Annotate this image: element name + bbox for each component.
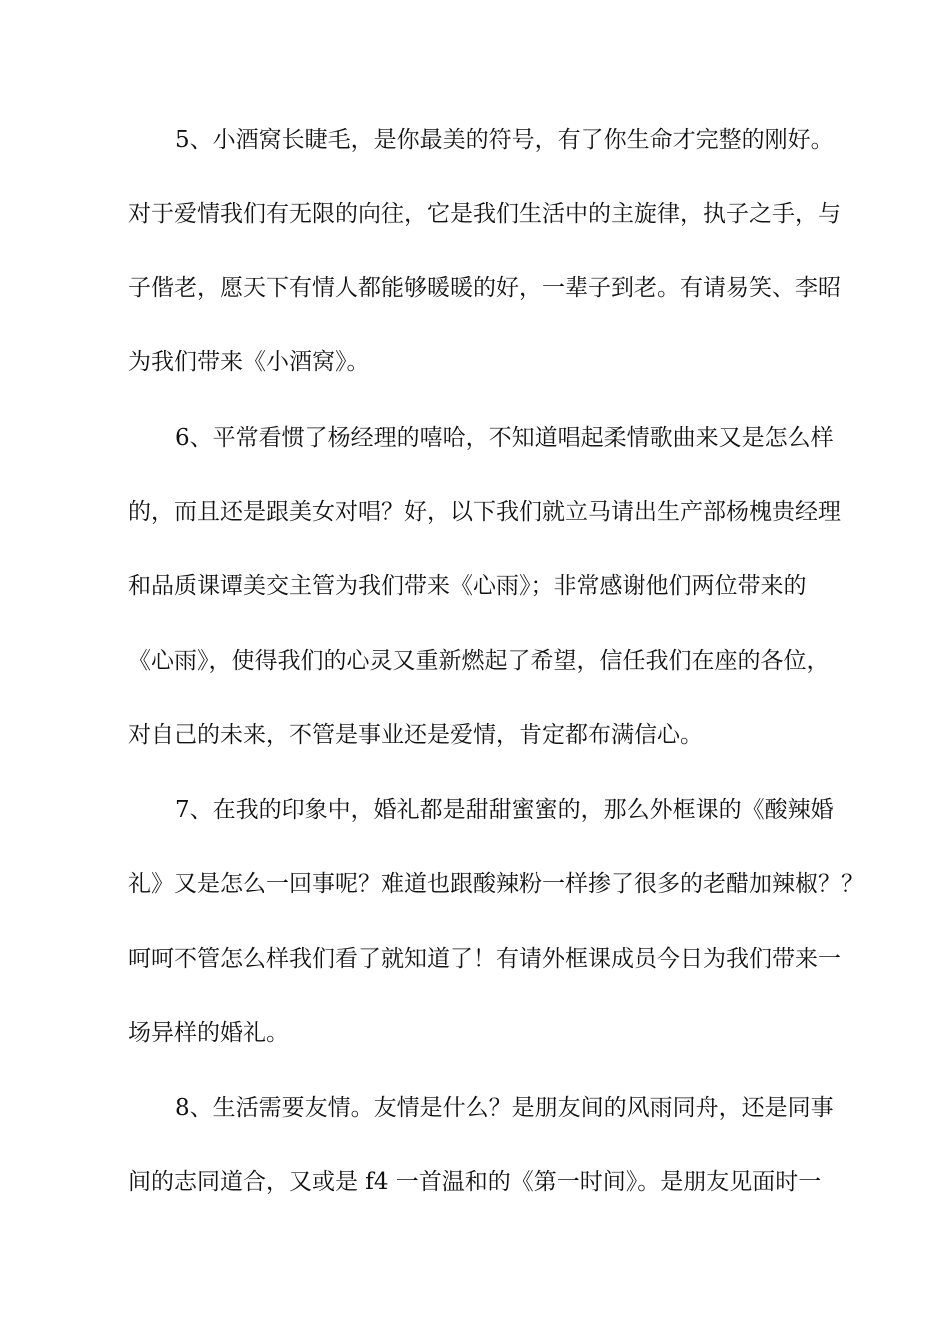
paragraph-5-line-1: 5、小酒窝长睫毛，是你最美的符号，有了你生命才完整的刚好。 [175, 127, 834, 153]
paragraph-6-line-3: 和品质课谭美交主管为我们带来《心雨》；非常感谢他们两位带来的 [128, 573, 807, 599]
paragraph-7-line-1: 7、在我的印象中，婚礼都是甜甜蜜蜜的，那么外框课的《酸辣婚 [175, 797, 834, 823]
paragraph-6-line-2: 的，而且还是跟美女对唱？好，以下我们就立马请出生产部杨槐贵经理 [128, 499, 841, 525]
paragraph-8-line-2: 间的志同道合，又或是 f4 一首温和的《第一时间》。是朋友见面时一 [128, 1169, 822, 1195]
paragraph-6-line-5: 对自己的未来，不管是事业还是爱情，肯定都布满信心。 [128, 722, 703, 748]
paragraph-7-line-4: 场异样的婚礼。 [128, 1020, 289, 1046]
paragraph-6-line-4: 《心雨》，使得我们的心灵又重新燃起了希望，信任我们在座的各位， [128, 648, 830, 674]
paragraph-7-line-2: 礼》又是怎么一回事呢？难道也跟酸辣粉一样掺了很多的老醋加辣椒？？ [128, 871, 864, 897]
paragraph-8-line-1: 8、生活需要友情。友情是什么？是朋友间的风雨同舟，还是同事 [175, 1095, 834, 1121]
paragraph-6-line-1: 6、平常看惯了杨经理的嘻哈，不知道唱起柔情歌曲来又是怎么样 [175, 425, 834, 451]
paragraph-5-line-2: 对于爱情我们有无限的向往，它是我们生活中的主旋律，执子之手，与 [128, 201, 841, 227]
paragraph-5-line-3: 子偕老，愿天下有情人都能够暖暖的好，一辈子到老。有请易笑、李昭 [128, 275, 841, 301]
paragraph-7-line-3: 呵呵不管怎么样我们看了就知道了！有请外框课成员今日为我们带来一 [128, 946, 841, 972]
paragraph-5-line-4: 为我们带来《小酒窝》。 [128, 349, 370, 375]
